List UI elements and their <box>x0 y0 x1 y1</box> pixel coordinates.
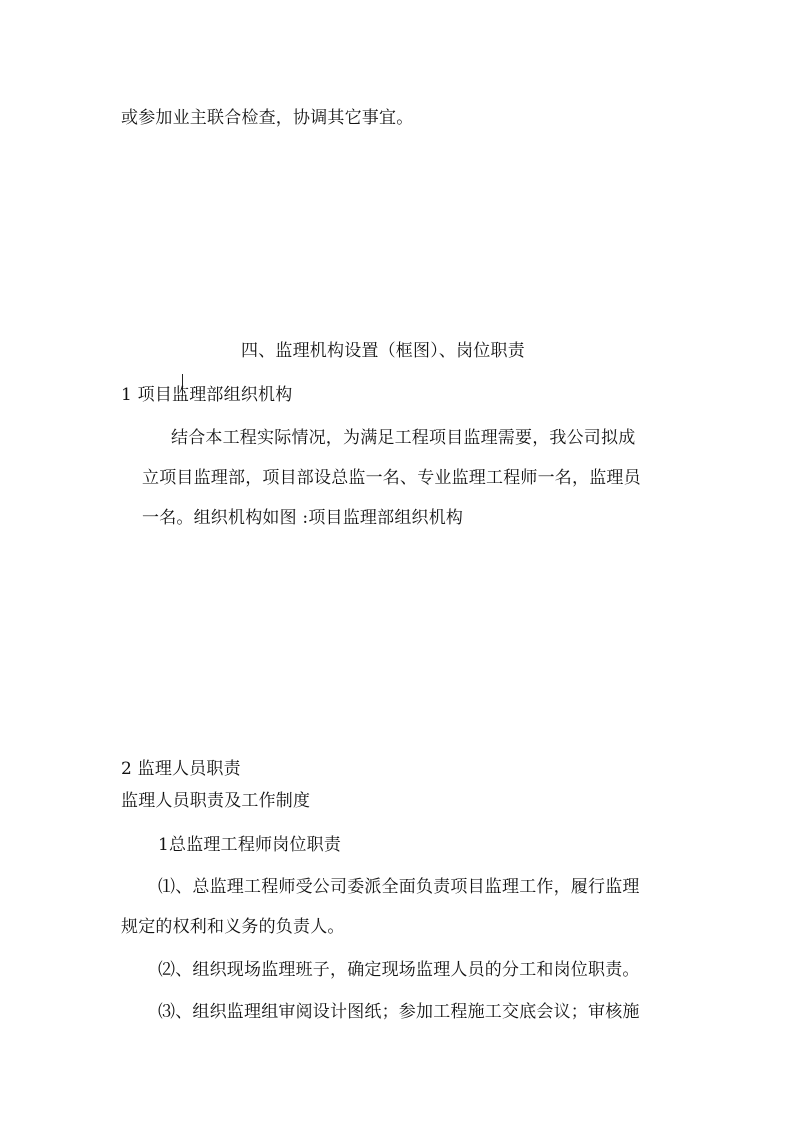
subsection-1-heading: 1 项目监理部组织机构 <box>121 385 293 405</box>
duty-item-3: ⑶、组织监理组审阅设计图纸；参加工程施工交底会议；审核施 <box>158 1002 640 1022</box>
continuation-text: 或参加业主联合检查，协调其它事宜。 <box>121 108 414 128</box>
duty-item-2: ⑵、组织现场监理班子，确定现场监理人员的分工和岗位职责。 <box>158 960 640 980</box>
paragraph-line-2: 立项目监理部，项目部设总监一名、专业监理工程师一名，监理员 <box>142 468 641 488</box>
duty-item-1: ⑴、总监理工程师受公司委派全面负责项目监理工作，履行监理 <box>158 877 640 897</box>
subsection-2-subheading: 监理人员职责及工作制度 <box>121 791 311 811</box>
paragraph-line-1: 结合本工程实际情况，为满足工程项目监理需要，我公司拟成 <box>171 428 636 448</box>
paragraph-line-3: 一名。组织机构如图 :项目监理部组织机构 <box>142 508 464 528</box>
duty-item-1-continued: 规定的权利和义务的负责人。 <box>121 917 345 937</box>
role-heading: 1总监理工程师岗位职责 <box>158 835 342 855</box>
section-title: 四、监理机构设置（框图）、岗位职责 <box>241 341 525 361</box>
subsection-2-heading: 2 监理人员职责 <box>121 759 241 779</box>
